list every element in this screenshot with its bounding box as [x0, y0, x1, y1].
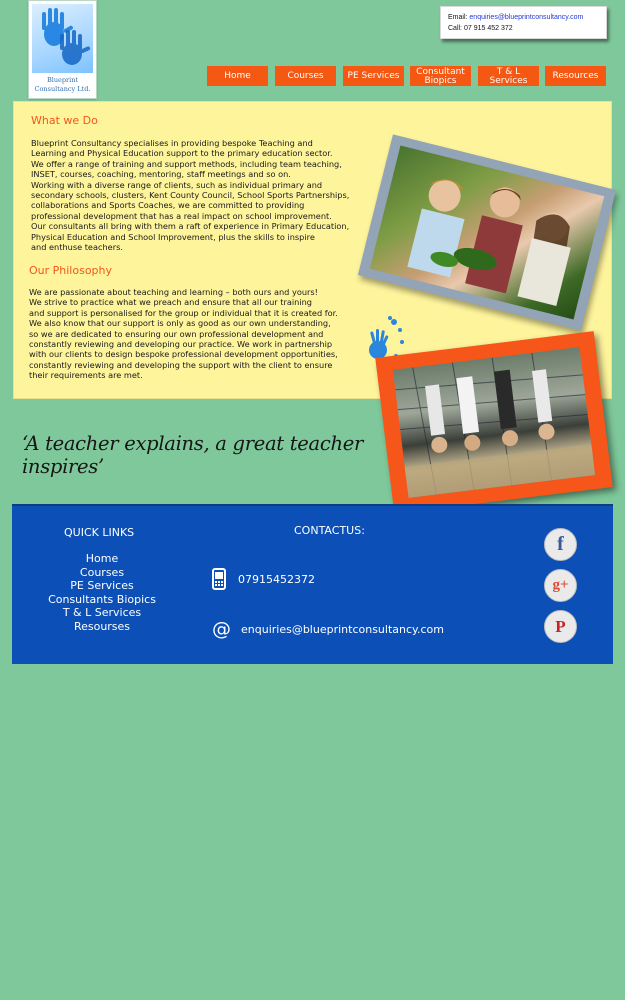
footer-link-pe-services[interactable]: PE Services	[70, 579, 134, 593]
pinterest-glyph: P	[555, 616, 566, 636]
what-we-do-text: Blueprint Consultancy specialises in providing bespoke Teaching and Learning and Physical Education support to the primary education sector. We offer a range of training and support methods, including team teaching, INSET, courses, coaching, mentoring, staff meetings and so on. Working with a diverse range of clients, such as individual primary and secondary schools, clusters, Kent County Council, School Sports Partnerships, collaborations and Sports Coaches, we are committed to providing professional development that has a real impact on school improvement. Our consultants all bring with them a raft of experience in Primary Education, Physical Education and School Improvement, plus the skills to inspire and enthuse teachers.	[31, 138, 350, 253]
footer-link-consultants-biopics[interactable]: Consultants Biopics	[48, 592, 156, 606]
footer-phone-line	[212, 568, 315, 590]
nav-resources-label: Resources	[552, 70, 599, 81]
footer-phone-number[interactable]: 07915452372	[238, 572, 315, 586]
header-contact-box	[440, 6, 607, 39]
logo-text	[29, 76, 96, 94]
nav-pe-services-label: PE Services	[347, 70, 400, 81]
nav-tl-services[interactable]	[478, 66, 539, 86]
google-plus-icon[interactable]	[544, 569, 577, 602]
our-philosophy-heading: Our Philosophy	[29, 264, 113, 277]
header-phone: 07 915 452 372	[463, 25, 513, 32]
logo-name-line1: Blueprint	[46, 76, 79, 84]
facebook-icon[interactable]	[544, 528, 577, 561]
pinterest-icon[interactable]	[544, 610, 577, 643]
site-logo[interactable]	[28, 0, 97, 99]
nav-home-label: Home	[224, 70, 251, 81]
facebook-glyph: f	[557, 533, 564, 555]
quick-links-list	[42, 552, 162, 634]
blue-handprints-logo-icon	[32, 4, 93, 73]
logo-name-line2: Consultancy Ltd.	[34, 85, 91, 93]
children-handstand-image	[393, 347, 595, 498]
nav-tl-services-line1: T & L	[496, 67, 521, 77]
inspirational-quote: ‘A teacher explains, a great teacher inspires’	[22, 432, 363, 478]
footer-link-resources[interactable]: Resourses	[73, 619, 131, 633]
footer-email-line	[212, 620, 444, 638]
nav-consultant-biopics-line2: Biopics	[424, 76, 457, 86]
nav-consultant-biopics-line1: Consultant	[416, 67, 465, 77]
nav-consultant-biopics[interactable]	[410, 66, 471, 86]
email-label: Email:	[448, 14, 468, 21]
children-handstand-photo	[375, 331, 612, 514]
site-footer	[12, 504, 613, 664]
header-email-link[interactable]: enquiries@blueprintconsultancy.com	[469, 14, 584, 21]
nav-resources[interactable]	[545, 66, 606, 86]
nav-courses-label: Courses	[287, 70, 324, 81]
footer-link-tl-services[interactable]: T & L Services	[62, 606, 142, 620]
at-sign-icon: @	[212, 618, 231, 640]
nav-courses[interactable]	[275, 66, 336, 86]
mobile-phone-icon	[212, 568, 226, 590]
our-philosophy-text: We are passionate about teaching and learning – both ours and yours! We strive to practice what we preach and ensure that all our training and support is personalised for the group or individual that it is created for. We also know that our support is only as good as our own understanding, so we are dedicated to ensuring our own professional development and constantly reviewing and developing our practice. We work in partnership with our clients to design bespoke professional development opportunities, constantly reviewing and developing the support with the client to ensure their requirements are met.	[29, 287, 338, 381]
footer-email-link[interactable]: enquiries@blueprintconsultancy.com	[241, 622, 444, 636]
footer-link-courses[interactable]: Courses	[79, 565, 125, 579]
quick-links-heading: QUICK LINKS	[64, 526, 135, 539]
nav-pe-services[interactable]	[343, 66, 404, 86]
nav-tl-services-line2: Services	[489, 76, 528, 86]
google-plus-glyph: g+	[552, 577, 569, 593]
what-we-do-heading: What we Do	[31, 114, 98, 127]
nav-home[interactable]	[207, 66, 268, 86]
footer-link-home[interactable]: Home	[85, 552, 119, 565]
call-label: Call:	[448, 25, 463, 32]
contact-us-heading: CONTACTUS:	[294, 524, 365, 537]
